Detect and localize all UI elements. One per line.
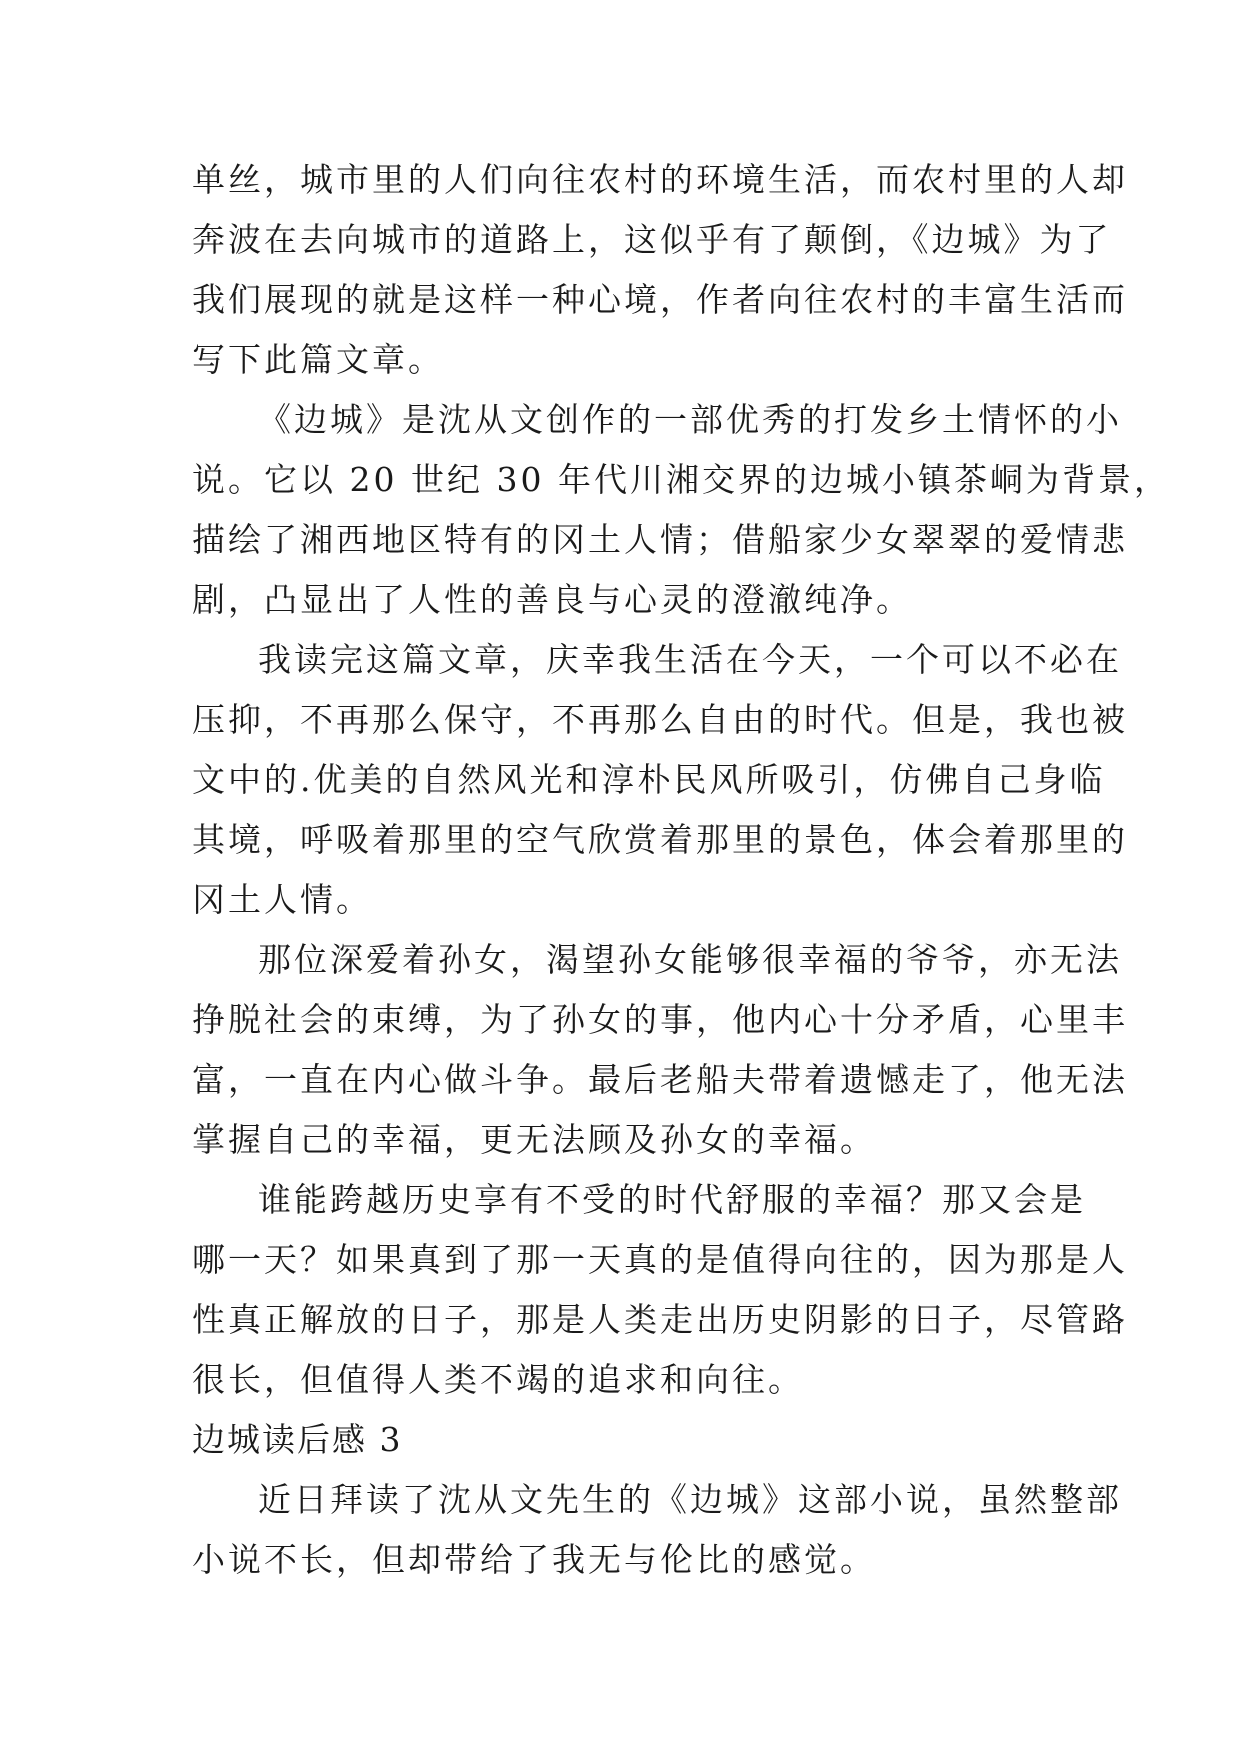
paragraph bbox=[192, 930, 1128, 1170]
text-line: 单丝，城市里的人们向往农村的环境生活，而农村里的人却 bbox=[192, 160, 1128, 199]
text-line: 谁能跨越历史享有不受的时代舒服的幸福？那又会是 bbox=[258, 1180, 1086, 1219]
text-line: 写下此篇文章。 bbox=[192, 340, 444, 379]
text-line: 压抑，不再那么保守，不再那么自由的时代。但是，我也被 bbox=[192, 700, 1128, 739]
paragraph bbox=[192, 390, 1170, 630]
text-line: 富，一直在内心做斗争。最后老船夫带着遗憾走了，他无法 bbox=[192, 1060, 1128, 1099]
text-line: 很长，但值得人类不竭的追求和向往。 bbox=[192, 1360, 804, 1399]
text-line: 描绘了湘西地区特有的冈土人情；借船家少女翠翠的爱情悲 bbox=[192, 520, 1128, 559]
text-line: 剧，凸显出了人性的善良与心灵的澄澈纯净。 bbox=[192, 580, 912, 619]
text-line: 《边城》是沈从文创作的一部优秀的打发乡土情怀的小 bbox=[258, 400, 1122, 439]
text-line: 哪一天？如果真到了那一天真的是值得向往的，因为那是人 bbox=[192, 1240, 1128, 1279]
paragraph bbox=[192, 1470, 1122, 1590]
paragraph bbox=[192, 1170, 1128, 1410]
text-line: 掌握自己的幸福，更无法顾及孙女的幸福。 bbox=[192, 1120, 876, 1159]
text-line: 那位深爱着孙女，渴望孙女能够很幸福的爷爷，亦无法 bbox=[258, 940, 1122, 979]
text-line: 说。它以 20 世纪 30 年代川湘交界的边城小镇茶峒为背景， bbox=[192, 460, 1170, 499]
text-line: 文中的.优美的自然风光和淳朴民风所吸引，仿佛自己身临 bbox=[192, 760, 1106, 799]
text-line: 小说不长，但却带给了我无与伦比的感觉。 bbox=[192, 1540, 876, 1579]
text-line: 奔波在去向城市的道路上，这似乎有了颠倒，《边城》为了 bbox=[192, 220, 1112, 259]
paragraph bbox=[192, 630, 1128, 930]
text-line: 挣脱社会的束缚，为了孙女的事，他内心十分矛盾，心里丰 bbox=[192, 1000, 1128, 1039]
section-heading bbox=[192, 1410, 1052, 1470]
text-line: 冈土人情。 bbox=[192, 880, 372, 919]
text-line: 我读完这篇文章，庆幸我生活在今天，一个可以不必在 bbox=[258, 640, 1122, 679]
heading-text: 边城读后感 3 bbox=[192, 1420, 403, 1459]
text-line: 近日拜读了沈从文先生的《边城》这部小说，虽然整部 bbox=[258, 1480, 1122, 1519]
text-line: 性真正解放的日子，那是人类走出历史阴影的日子，尽管路 bbox=[192, 1300, 1128, 1339]
paragraph bbox=[192, 150, 1128, 390]
text-line: 我们展现的就是这样一种心境，作者向往农村的丰富生活而 bbox=[192, 280, 1128, 319]
document-page bbox=[192, 150, 1170, 1590]
text-line: 其境，呼吸着那里的空气欣赏着那里的景色，体会着那里的 bbox=[192, 820, 1128, 859]
